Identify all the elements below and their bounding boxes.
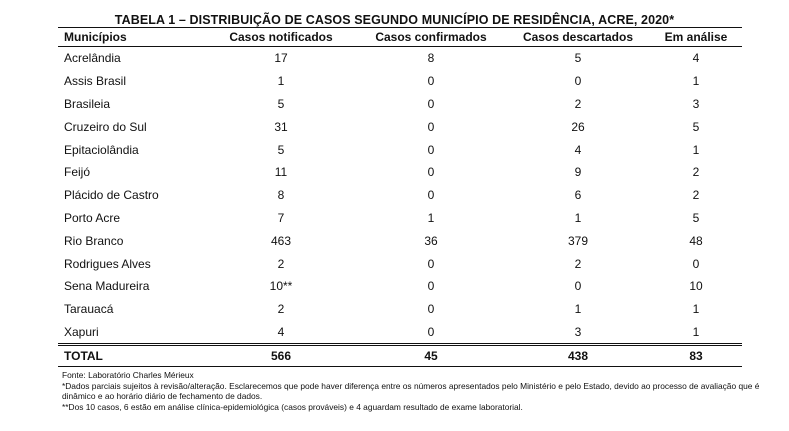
total-row	[58, 346, 742, 366]
cell-notificados: 2	[277, 256, 285, 271]
header-casos-descartados: Casos descartados	[522, 30, 634, 44]
total-notificados: 566	[270, 349, 292, 364]
cell-em-analise: 10	[689, 279, 703, 294]
table-title: TABELA 1 – DISTRIBUIÇÃO DE CASOS SEGUNDO MUNICÍPIO DE RESIDÊNCIA, ACRE, 2020*	[114, 13, 675, 27]
table-body	[58, 47, 742, 343]
cell-descartados: 2	[574, 96, 582, 111]
cell-notificados: 463	[270, 233, 292, 248]
cell-municipio: Cruzeiro do Sul	[64, 119, 147, 134]
sena-madureira-note: **Dos 10 casos, 6 estão em análise clínica-epidemiológica (casos prováveis) e 4 aguardam resultado de exame laboratorial.	[62, 401, 523, 412]
cell-municipio: Feijó	[64, 165, 91, 180]
cell-notificados: 11	[274, 165, 288, 180]
total-descartados: 438	[567, 349, 589, 364]
header-municipios: Municípios	[64, 30, 127, 44]
cell-municipio: Rio Branco	[64, 233, 124, 248]
table-row	[58, 161, 742, 184]
cell-municipio: Plácido de Castro	[64, 188, 159, 203]
cell-notificados: 10**	[269, 279, 293, 294]
table-row	[58, 115, 742, 138]
cell-municipio: Brasileia	[64, 96, 111, 111]
cell-notificados: 1	[277, 74, 285, 89]
table-row	[58, 252, 742, 275]
header-em-analise: Em análise	[664, 30, 728, 44]
cell-em-analise: 5	[692, 119, 700, 134]
table-row	[58, 275, 742, 298]
cell-confirmados: 0	[427, 188, 435, 203]
total-em-analise: 83	[689, 349, 703, 364]
table-row	[58, 184, 742, 207]
cell-notificados: 5	[277, 96, 285, 111]
cell-descartados: 26	[571, 119, 585, 134]
cell-em-analise: 1	[692, 74, 700, 89]
partial-data-note: *Dados parciais sujeitos à revisão/alteração. Esclarecemos que pode haver diferença entre os números apresentados pelo Ministério e pelo Estado, devido ao processo de avaliação que é dinâmico e ao horário diário de fechamento de dados.	[62, 380, 762, 402]
cell-confirmados: 0	[427, 256, 435, 271]
source-note: Fonte: Laboratório Charles Mérieux	[62, 370, 194, 380]
cell-em-analise: 5	[692, 210, 700, 225]
cell-notificados: 8	[277, 188, 285, 203]
total-confirmados: 45	[424, 349, 438, 364]
table-row	[58, 229, 742, 252]
cell-descartados: 4	[574, 142, 582, 157]
cell-municipio: Porto Acre	[64, 210, 121, 225]
cell-descartados: 0	[574, 279, 582, 294]
table-row	[58, 47, 742, 70]
cell-municipio: Epitaciolândia	[64, 142, 139, 157]
cell-confirmados: 1	[427, 210, 435, 225]
table-row	[58, 70, 742, 93]
table-row	[58, 207, 742, 230]
table-header-row	[58, 28, 742, 46]
cell-descartados: 2	[574, 256, 582, 271]
cell-notificados: 2	[277, 302, 285, 317]
cell-descartados: 1	[574, 302, 582, 317]
cell-descartados: 1	[574, 210, 582, 225]
cell-em-analise: 4	[692, 51, 700, 66]
cell-confirmados: 0	[427, 279, 435, 294]
cell-descartados: 9	[574, 165, 582, 180]
table-row	[58, 298, 742, 321]
cell-notificados: 31	[274, 119, 288, 134]
header-casos-confirmados: Casos confirmados	[375, 30, 487, 44]
cell-municipio: Acrelândia	[64, 51, 121, 66]
cell-notificados: 4	[277, 324, 285, 339]
cell-descartados: 3	[574, 324, 582, 339]
cell-em-analise: 48	[689, 233, 703, 248]
cell-municipio: Tarauacá	[64, 302, 114, 317]
cell-em-analise: 0	[692, 256, 700, 271]
table-notes	[62, 370, 782, 412]
cases-table	[58, 27, 742, 367]
cell-em-analise: 1	[692, 302, 700, 317]
cell-notificados: 17	[274, 51, 288, 66]
cell-confirmados: 0	[427, 165, 435, 180]
cell-em-analise: 1	[692, 142, 700, 157]
cell-confirmados: 0	[427, 96, 435, 111]
table-row	[58, 321, 742, 344]
table-row	[58, 93, 742, 116]
cell-confirmados: 0	[427, 142, 435, 157]
cell-confirmados: 36	[424, 233, 438, 248]
cell-municipio: Xapuri	[64, 324, 99, 339]
cell-em-analise: 1	[692, 324, 700, 339]
cell-confirmados: 0	[427, 119, 435, 134]
total-label: TOTAL	[64, 349, 103, 364]
cell-descartados: 6	[574, 188, 582, 203]
cell-em-analise: 3	[692, 96, 700, 111]
cell-notificados: 5	[277, 142, 285, 157]
cell-municipio: Assis Brasil	[64, 74, 127, 89]
cell-em-analise: 2	[692, 188, 700, 203]
cell-descartados: 5	[574, 51, 582, 66]
cell-descartados: 379	[567, 233, 589, 248]
table-bottom-rule	[58, 366, 742, 367]
cell-municipio: Sena Madureira	[64, 279, 150, 294]
cell-confirmados: 8	[427, 51, 435, 66]
cell-em-analise: 2	[692, 165, 700, 180]
cell-confirmados: 0	[427, 324, 435, 339]
cell-descartados: 0	[574, 74, 582, 89]
table-row	[58, 138, 742, 161]
cell-notificados: 7	[277, 210, 285, 225]
cell-municipio: Rodrigues Alves	[64, 256, 151, 271]
header-casos-notificados: Casos notificados	[229, 30, 333, 44]
cell-confirmados: 0	[427, 74, 435, 89]
cell-confirmados: 0	[427, 302, 435, 317]
